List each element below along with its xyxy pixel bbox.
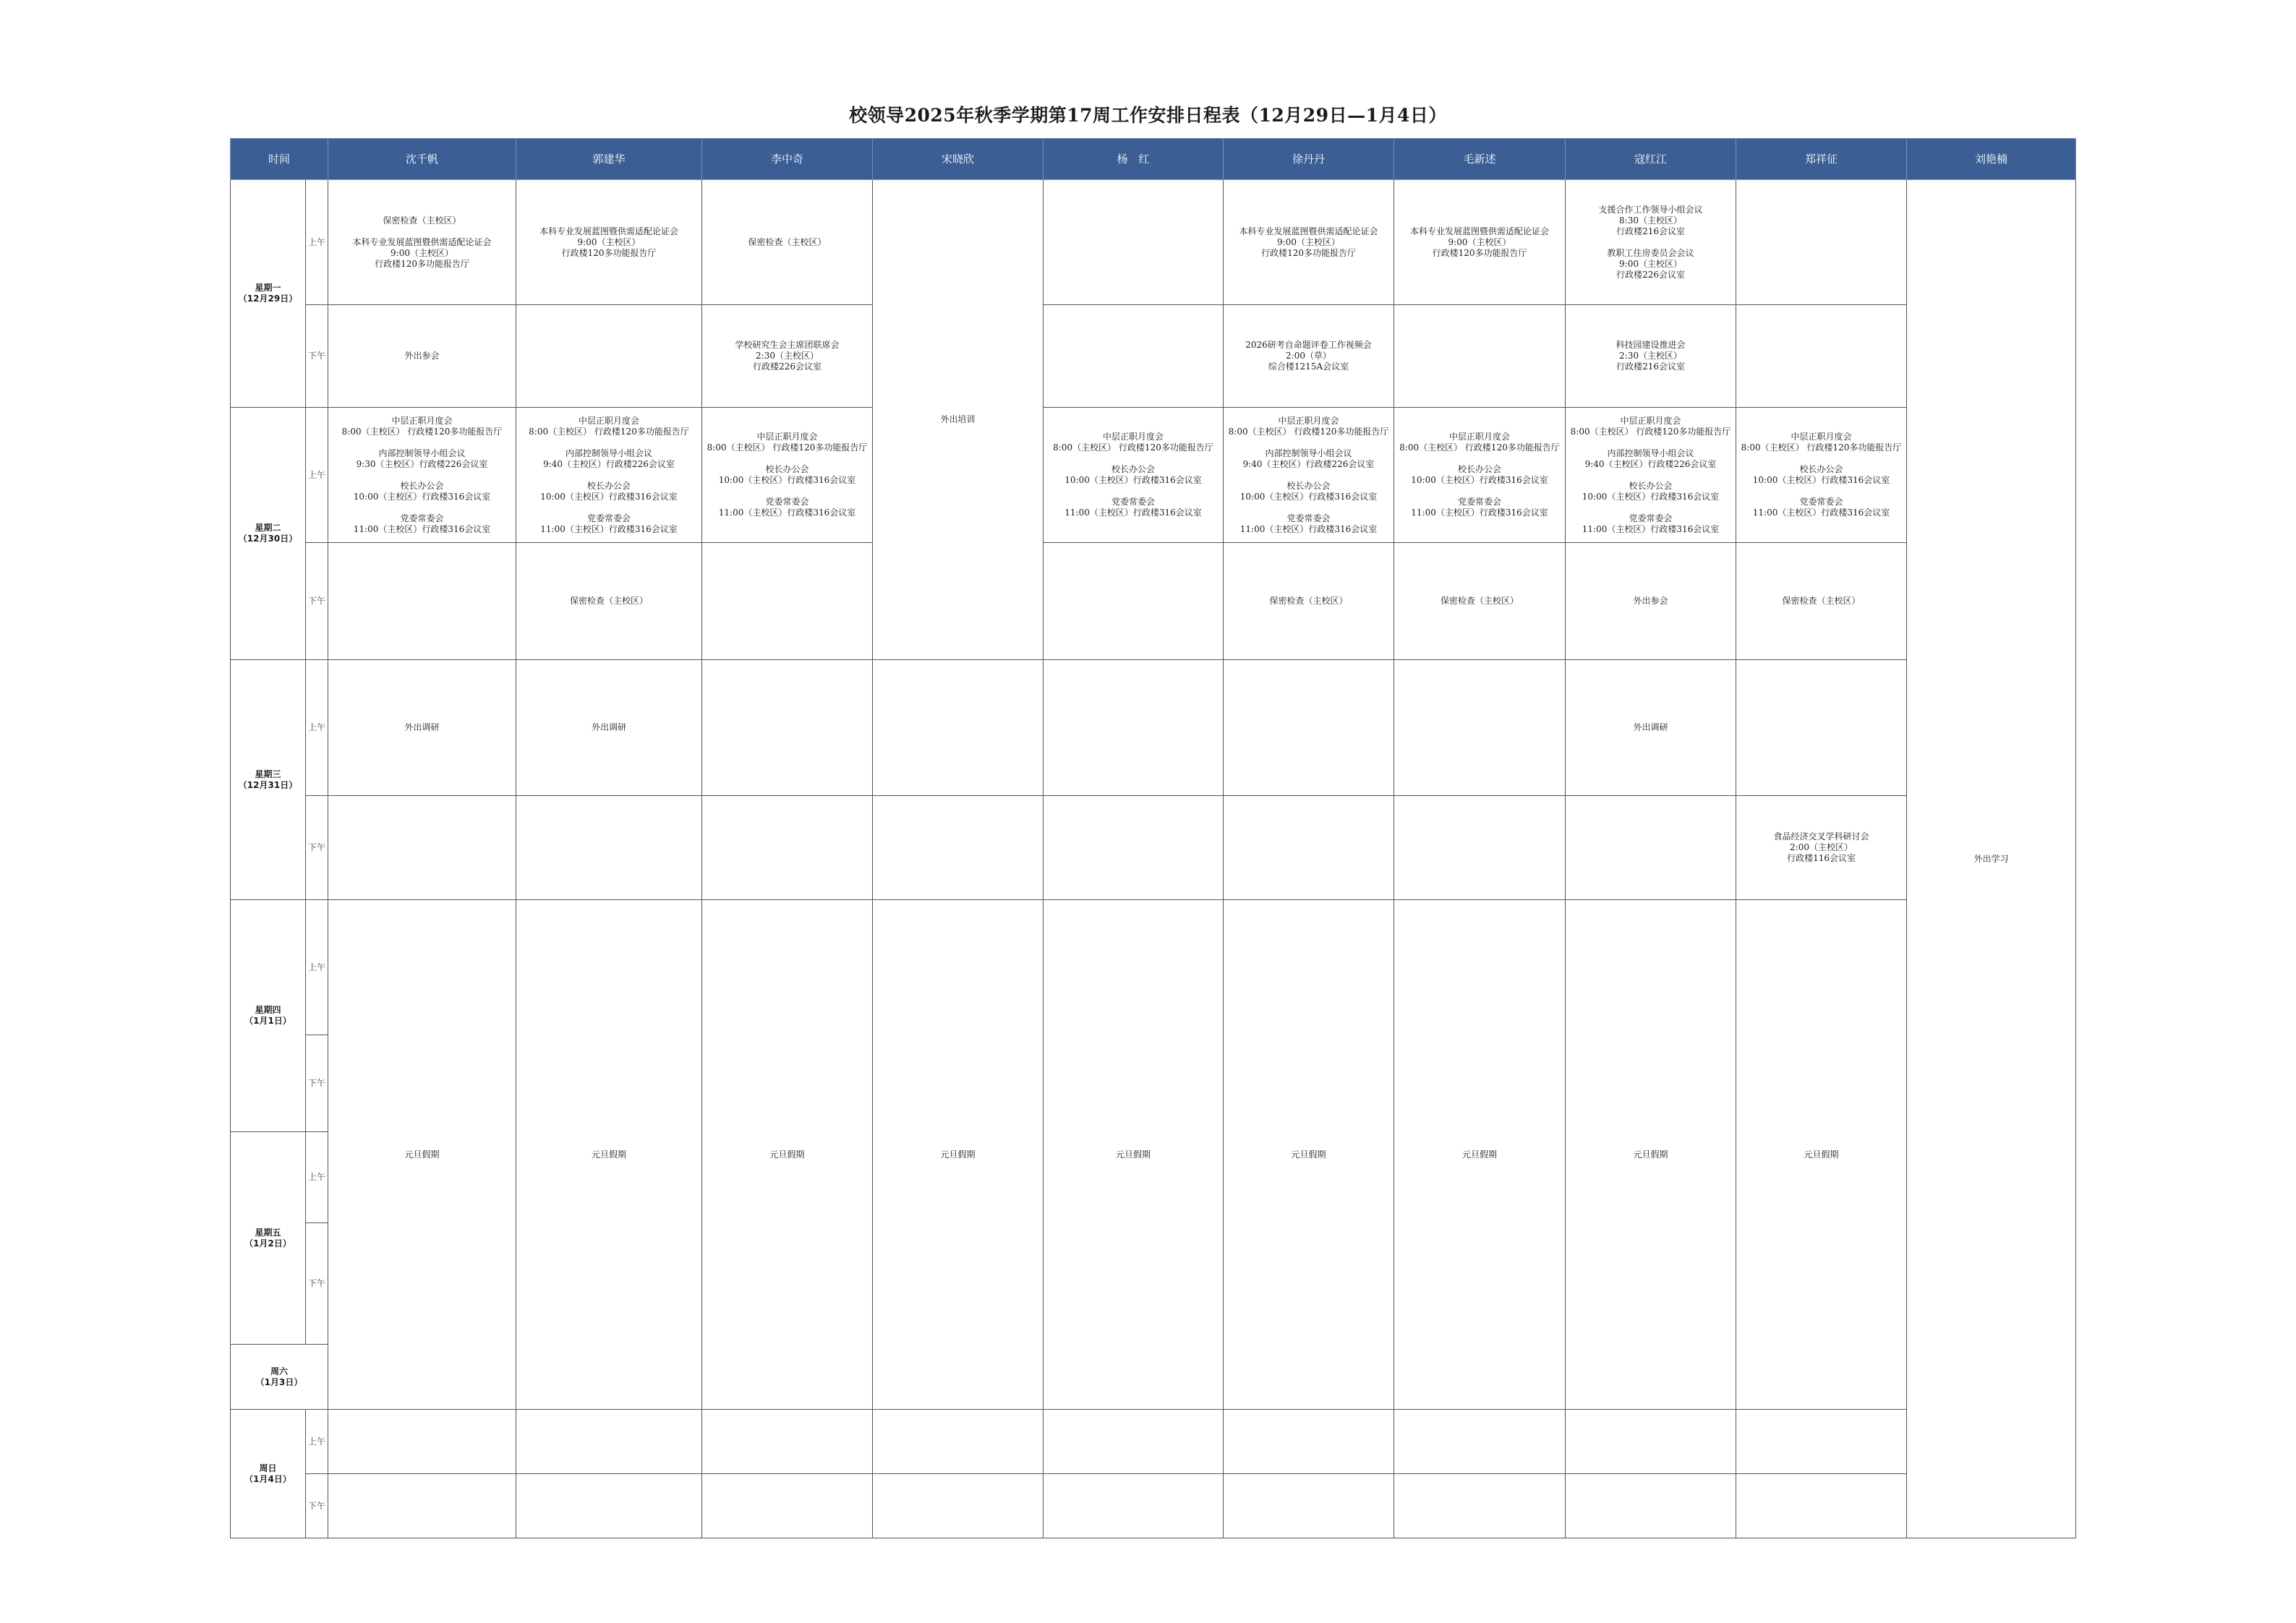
half-pm-label: 下午 — [306, 1474, 328, 1538]
schedule-cell — [328, 543, 516, 660]
schedule-cell — [1394, 660, 1566, 796]
half-pm-label: 下午 — [306, 1223, 328, 1345]
schedule-cell — [328, 1410, 516, 1474]
schedule-cell: 中层正职月度会 8:00（主校区） 行政楼120多功能报告厅 校长办公会 10:00（主校区）行政楼316会议室 党委常委会 11:00（主校区）行政楼316会议室 — [1394, 408, 1566, 543]
header-leader: 沈千帆 — [328, 139, 516, 180]
schedule-cell — [516, 1410, 702, 1474]
holiday-cell: 元旦假期 — [1736, 900, 1907, 1410]
holiday-cell: 元旦假期 — [1566, 900, 1736, 1410]
half-am-label: 上午 — [306, 1410, 328, 1474]
schedule-cell — [1044, 660, 1224, 796]
schedule-cell — [1566, 1474, 1736, 1538]
schedule-cell: 外出参会 — [328, 305, 516, 408]
half-pm-label: 下午 — [306, 543, 328, 660]
schedule-cell — [1224, 1474, 1394, 1538]
schedule-cell: 外出培训 — [873, 180, 1044, 660]
schedule-cell — [328, 1474, 516, 1538]
schedule-cell: 保密检查（主校区） 本科专业发展蓝图暨供需适配论证会 9:00（主校区） 行政楼120多功能报告厅 — [328, 180, 516, 305]
header-leader: 毛新述 — [1394, 139, 1566, 180]
half-pm-label: 下午 — [306, 1035, 328, 1132]
schedule-cell — [1044, 180, 1224, 305]
schedule-cell: 中层正职月度会 8:00（主校区） 行政楼120多功能报告厅 内部控制领导小组会议 9:40（主校区）行政楼226会议室 校长办公会 10:00（主校区）行政楼316会议室 党委常委会 11:00（主校区）行政楼316会议室 — [1566, 408, 1736, 543]
header-leader: 杨 红 — [1044, 139, 1224, 180]
schedule-cell — [873, 660, 1044, 796]
holiday-cell: 元旦假期 — [702, 900, 873, 1410]
schedule-table — [230, 138, 2076, 1538]
schedule-cell — [516, 305, 702, 408]
schedule-cell: 本科专业发展蓝图暨供需适配论证会 9:00（主校区） 行政楼120多功能报告厅 — [1224, 180, 1394, 305]
header-leader: 寇红江 — [1566, 139, 1736, 180]
day-label-tuesday: 星期二 （12月30日） — [231, 408, 306, 660]
schedule-cell — [328, 796, 516, 900]
page-title: 校领导2025年秋季学期第17周工作安排日程表（12月29日—1月4日） — [849, 105, 1447, 126]
schedule-cell: 保密检查（主校区） — [1394, 543, 1566, 660]
holiday-cell: 元旦假期 — [328, 900, 516, 1410]
schedule-cell: 食品经济交叉学科研讨会 2:00（主校区） 行政楼116会议室 — [1736, 796, 1907, 900]
header-leader: 郑祥征 — [1736, 139, 1907, 180]
schedule-cell: 外出调研 — [1566, 660, 1736, 796]
schedule-cell — [1566, 1410, 1736, 1474]
day-label-monday: 星期一 （12月29日） — [231, 180, 306, 408]
schedule-cell — [1044, 796, 1224, 900]
day-label-wednesday: 星期三 （12月31日） — [231, 660, 306, 900]
schedule-cell: 本科专业发展蓝图暨供需适配论证会 9:00（主校区） 行政楼120多功能报告厅 — [1394, 180, 1566, 305]
schedule-cell — [1394, 796, 1566, 900]
schedule-cell — [1736, 1474, 1907, 1538]
holiday-cell: 元旦假期 — [1044, 900, 1224, 1410]
schedule-cell: 中层正职月度会 8:00（主校区） 行政楼120多功能报告厅 校长办公会 10:00（主校区）行政楼316会议室 党委常委会 11:00（主校区）行政楼316会议室 — [1044, 408, 1224, 543]
schedule-cell: 保密检查（主校区） — [1224, 543, 1394, 660]
schedule-cell — [873, 1474, 1044, 1538]
schedule-cell — [1736, 180, 1907, 305]
holiday-cell: 元旦假期 — [1394, 900, 1566, 1410]
holiday-cell: 元旦假期 — [1224, 900, 1394, 1410]
schedule-cell: 保密检查（主校区） — [702, 180, 873, 305]
half-am-label: 上午 — [306, 660, 328, 796]
schedule-cell — [1736, 1410, 1907, 1474]
schedule-cell: 2026研考自命题评卷工作视频会 2:00（草） 综合楼1215A会议室 — [1224, 305, 1394, 408]
header-leader: 宋晓欣 — [873, 139, 1044, 180]
schedule-cell — [873, 1410, 1044, 1474]
half-pm-label: 下午 — [306, 305, 328, 408]
header-leader: 郭建华 — [516, 139, 702, 180]
holiday-cell: 元旦假期 — [516, 900, 702, 1410]
schedule-cell — [1044, 305, 1224, 408]
schedule-cell: 保密检查（主校区） — [1736, 543, 1907, 660]
schedule-cell — [1044, 1410, 1224, 1474]
day-label-thursday: 星期四 （1月1日） — [231, 900, 306, 1132]
schedule-cell: 中层正职月度会 8:00（主校区） 行政楼120多功能报告厅 内部控制领导小组会议 9:40（主校区）行政楼226会议室 校长办公会 10:00（主校区）行政楼316会议室 党委常委会 11:00（主校区）行政楼316会议室 — [1224, 408, 1394, 543]
half-am-label: 上午 — [306, 180, 328, 305]
schedule-cell — [702, 796, 873, 900]
schedule-cell — [1044, 1474, 1224, 1538]
schedule-cell: 保密检查（主校区） — [516, 543, 702, 660]
half-am-label: 上午 — [306, 408, 328, 543]
header-time: 时间 — [231, 139, 328, 180]
schedule-cell — [1736, 305, 1907, 408]
schedule-cell: 外出调研 — [328, 660, 516, 796]
schedule-cell: 外出参会 — [1566, 543, 1736, 660]
schedule-cell: 科技园建设推进会 2:30（主校区） 行政楼216会议室 — [1566, 305, 1736, 408]
schedule-cell: 外出学习 — [1907, 180, 2076, 1538]
schedule-cell — [1224, 796, 1394, 900]
schedule-cell — [1394, 1474, 1566, 1538]
schedule-cell — [702, 543, 873, 660]
schedule-cell: 本科专业发展蓝图暨供需适配论证会 9:00（主校区） 行政楼120多功能报告厅 — [516, 180, 702, 305]
day-label-sunday: 周日 （1月4日） — [231, 1410, 306, 1538]
half-am-label: 上午 — [306, 1132, 328, 1223]
schedule-cell — [1394, 1410, 1566, 1474]
half-pm-label: 下午 — [306, 796, 328, 900]
schedule-cell: 支援合作工作领导小组会议 8:30（主校区） 行政楼216会议室 教职工住房委员会会议 9:00（主校区） 行政楼226会议室 — [1566, 180, 1736, 305]
day-label-friday: 星期五 （1月2日） — [231, 1132, 306, 1345]
schedule-cell — [702, 1474, 873, 1538]
schedule-cell: 中层正职月度会 8:00（主校区） 行政楼120多功能报告厅 内部控制领导小组会议 9:30（主校区）行政楼226会议室 校长办公会 10:00（主校区）行政楼316会议室 党委常委会 11:00（主校区）行政楼316会议室 — [328, 408, 516, 543]
schedule-cell — [873, 796, 1044, 900]
schedule-cell: 中层正职月度会 8:00（主校区） 行政楼120多功能报告厅 内部控制领导小组会议 9:40（主校区）行政楼226会议室 校长办公会 10:00（主校区）行政楼316会议室 党委常委会 11:00（主校区）行政楼316会议室 — [516, 408, 702, 543]
schedule-cell — [1736, 660, 1907, 796]
schedule-cell: 学校研究生会主席团联席会 2:30（主校区） 行政楼226会议室 — [702, 305, 873, 408]
schedule-cell: 外出调研 — [516, 660, 702, 796]
day-label-saturday: 周六 （1月3日） — [231, 1345, 328, 1410]
schedule-cell — [1394, 305, 1566, 408]
schedule-cell — [702, 660, 873, 796]
schedule-cell: 中层正职月度会 8:00（主校区） 行政楼120多功能报告厅 校长办公会 10:00（主校区）行政楼316会议室 党委常委会 11:00（主校区）行政楼316会议室 — [702, 408, 873, 543]
schedule-cell — [1044, 543, 1224, 660]
half-am-label: 上午 — [306, 900, 328, 1035]
header-leader: 徐丹丹 — [1224, 139, 1394, 180]
schedule-cell — [702, 1410, 873, 1474]
header-leader: 李中奇 — [702, 139, 873, 180]
schedule-cell: 中层正职月度会 8:00（主校区） 行政楼120多功能报告厅 校长办公会 10:00（主校区）行政楼316会议室 党委常委会 11:00（主校区）行政楼316会议室 — [1736, 408, 1907, 543]
header-leader: 刘艳楠 — [1907, 139, 2076, 180]
schedule-cell — [516, 796, 702, 900]
schedule-cell — [1566, 796, 1736, 900]
schedule-cell — [516, 1474, 702, 1538]
schedule-cell — [1224, 660, 1394, 796]
holiday-cell: 元旦假期 — [873, 900, 1044, 1410]
schedule-cell — [1224, 1410, 1394, 1474]
